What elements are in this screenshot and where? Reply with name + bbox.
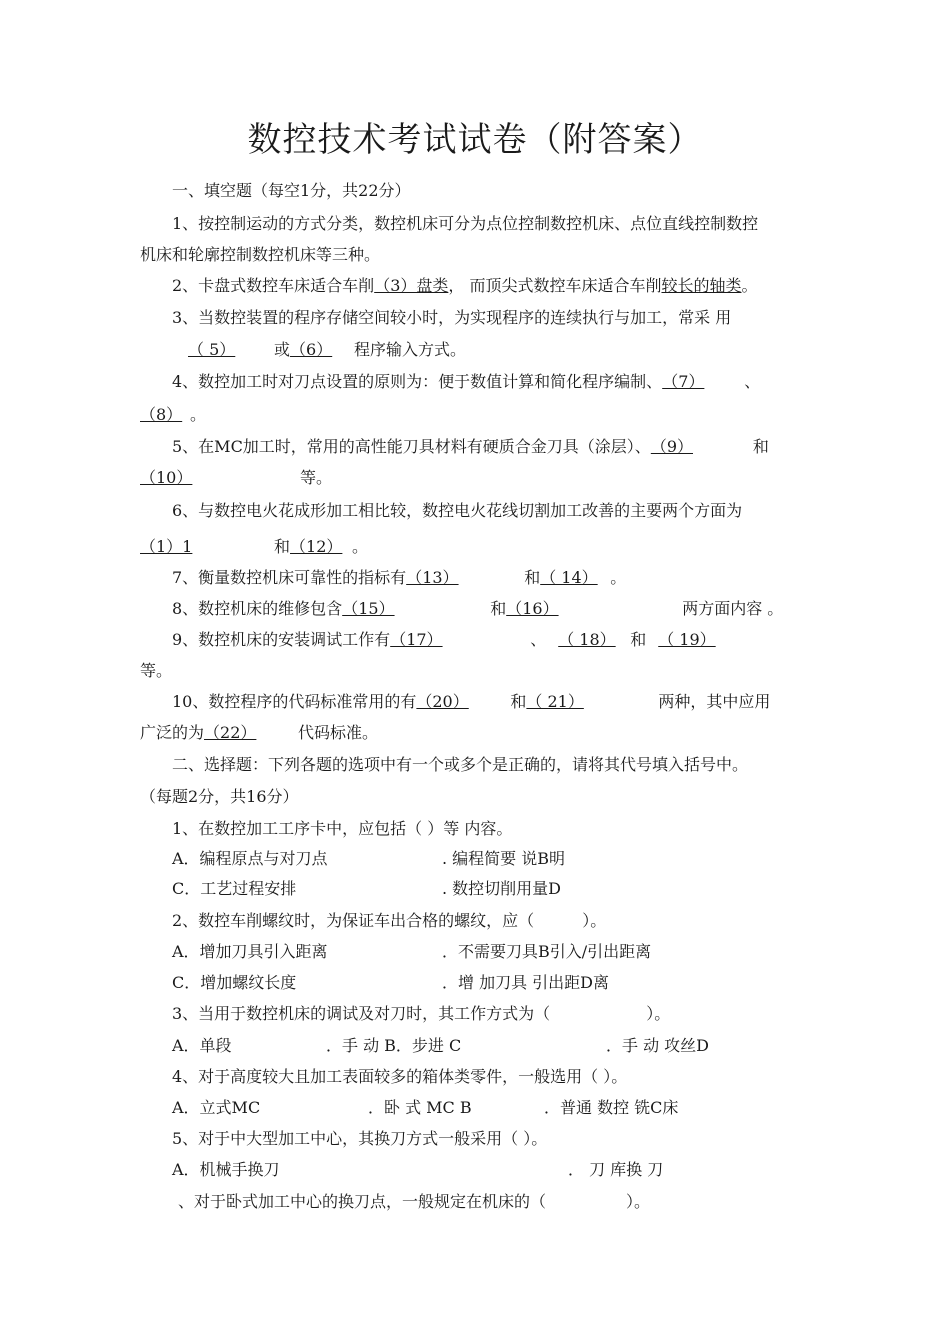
page-title: 数控技术考试试卷（附答案） <box>247 120 703 160</box>
text: 5、在MC加工时，常用的高性能刀具材料有硬质合金刀具（涂层）、 <box>172 437 651 456</box>
text: 8、数控机床的维修包含 <box>172 599 343 618</box>
text: 2、卡盘式数控车床适合车削 <box>172 276 375 295</box>
choice-question-3 <box>172 1003 670 1025</box>
text: 、对于卧式加工中心的换刀点，一般规定在机床的（ <box>178 1192 547 1211</box>
answer-blank: （ 5） <box>188 340 236 359</box>
question-3-cont <box>188 339 466 361</box>
choice-question-4 <box>172 1066 627 1088</box>
answer-blank: （1）1 <box>140 537 193 556</box>
text: 或 <box>274 340 291 359</box>
choice-options <box>172 1035 709 1057</box>
option: ．手 动 攻丝D <box>606 1036 710 1055</box>
text: 。 <box>741 276 758 295</box>
answer-blank: （8） <box>140 405 183 424</box>
text: 一、填空题（每空1分，共22分） <box>172 181 411 200</box>
option: ．增 加刀具 引出距D离 <box>442 973 610 992</box>
answer-blank: （22） <box>204 723 257 742</box>
question-2 <box>172 275 758 297</box>
question-1 <box>172 213 758 235</box>
text: 两种，其中应用 <box>658 692 771 711</box>
text: 等。 <box>140 661 173 680</box>
answer-blank: （12） <box>290 537 343 556</box>
choice-question-6 <box>178 1191 650 1213</box>
option: . 编程简要 说B明 <box>442 849 566 868</box>
text: 9、数控机床的安装调试工作有 <box>172 630 391 649</box>
text: 机床和轮廓控制数控机床等三种。 <box>140 245 381 264</box>
answer-blank: （15） <box>342 599 395 618</box>
option: A．机械手换刀 <box>172 1160 280 1179</box>
option: ．手 动 B．步进 C <box>326 1036 462 1055</box>
text: 1、按控制运动的方式分类，数控机床可分为点位控制数控机床、点位直线控制数控 <box>172 214 759 233</box>
question-10 <box>172 691 770 713</box>
choice-options <box>172 848 565 870</box>
text: 2、数控车削螺纹时，为保证车出合格的螺纹，应（ <box>172 911 535 930</box>
answer-blank: （3）盘类 <box>374 276 449 295</box>
option: A．单段 <box>172 1036 232 1055</box>
text: 3、当数控装置的程序存储空间较小时，为实现程序的连续执行与加工，常采 用 <box>172 308 732 327</box>
text: 、 <box>530 630 547 649</box>
text: 广泛的为 <box>140 723 205 742</box>
option: ．普通 数控 铣C床 <box>544 1098 679 1117</box>
option: ．卧 式 MC B <box>368 1098 472 1117</box>
answer-blank: （16） <box>506 599 559 618</box>
choice-question-2 <box>172 910 606 932</box>
question-9-cont <box>140 660 172 682</box>
question-5 <box>172 436 769 458</box>
text: 二、选择题：下列各题的选项中有一个或多个是正确的，请将其代号填入括号中。 <box>172 755 749 774</box>
question-10-cont <box>140 722 378 744</box>
answer-blank: （10） <box>140 468 193 487</box>
answer-blank: （9） <box>650 437 693 456</box>
question-4 <box>172 371 760 393</box>
text: 和 <box>510 692 527 711</box>
text: 和 <box>752 437 769 456</box>
choice-question-1 <box>172 818 512 840</box>
answer-blank: 较长的轴类 <box>661 276 742 295</box>
text: 。 <box>190 405 207 424</box>
section-heading-fill <box>172 180 411 202</box>
choice-options <box>172 1159 663 1181</box>
text: ）。 <box>626 1192 651 1211</box>
text: 3、当用于数控机床的调试及对刀时，其工作方式为（ <box>172 1004 551 1023</box>
text: 。 <box>610 568 627 587</box>
text: 和 <box>630 630 647 649</box>
text: 5、对于中大型加工中心，其换刀方式一般采用（ ）。 <box>172 1129 548 1148</box>
text: ）。 <box>646 1004 671 1023</box>
choice-options <box>172 1097 678 1119</box>
text: 两方面内容 。 <box>682 599 784 618</box>
answer-blank: （ 19） <box>658 630 716 649</box>
answer-blank: （6） <box>290 340 333 359</box>
text: 等。 <box>300 468 333 487</box>
choice-question-5 <box>172 1128 547 1150</box>
answer-blank: （17） <box>390 630 443 649</box>
answer-blank: （7） <box>662 372 705 391</box>
text: 代码标准。 <box>298 723 379 742</box>
choice-options <box>172 878 561 900</box>
answer-blank: （13） <box>406 568 459 587</box>
text: 1、在数控加工工序卡中，应包括（ ）等 内容。 <box>172 819 513 838</box>
option: A．增加刀具引入距离 <box>172 942 328 961</box>
text: 和 <box>524 568 541 587</box>
choice-options <box>172 972 609 994</box>
text: 4、对于高度较大且加工表面较多的箱体类零件，一般选用（ ）。 <box>172 1067 628 1086</box>
question-5-cont <box>140 467 332 489</box>
option: C．工艺过程安排 <box>172 879 297 898</box>
text: 10、数控程序的代码标准常用的有 <box>172 692 417 711</box>
question-6-cont <box>140 536 368 558</box>
section-score <box>140 786 299 808</box>
option: ． 刀 库换 刀 <box>568 1160 664 1179</box>
question-4-cont <box>140 404 206 426</box>
text: ， 而顶尖式数控车床适合车削 <box>448 276 662 295</box>
question-7 <box>172 567 626 589</box>
text: 和 <box>490 599 507 618</box>
option: A．编程原点与对刀点 <box>172 849 328 868</box>
section-heading-choice <box>172 754 748 776</box>
answer-blank: （ 18） <box>558 630 616 649</box>
text: 7、衡量数控机床可靠性的指标有 <box>172 568 407 587</box>
choice-options <box>172 941 651 963</box>
option: . 数控切削用量D <box>442 879 562 898</box>
question-1-cont <box>140 244 380 266</box>
text: 。 <box>352 537 369 556</box>
text: ）。 <box>582 911 607 930</box>
answer-blank: （ 21） <box>526 692 584 711</box>
text: 6、与数控电火花成形加工相比较，数控电火花线切割加工改善的主要两个方面为 <box>172 501 743 520</box>
answer-blank: （ 14） <box>540 568 598 587</box>
answer-blank: （20） <box>416 692 469 711</box>
option: ．不需要刀具B引入/引出距离 <box>442 942 652 961</box>
text: 、 <box>744 372 761 391</box>
question-9 <box>172 629 720 651</box>
option: A．立式MC <box>172 1098 261 1117</box>
text: （每题2分，共16分） <box>140 787 299 806</box>
text: 和 <box>274 537 291 556</box>
option: C．增加螺纹长度 <box>172 973 297 992</box>
question-8 <box>172 598 783 620</box>
question-3 <box>172 307 731 329</box>
text: 程序输入方式。 <box>354 340 467 359</box>
text: 4、数控加工时对刀点设置的原则为：便于数值计算和简化程序编制、 <box>172 372 663 391</box>
question-6 <box>172 500 742 522</box>
